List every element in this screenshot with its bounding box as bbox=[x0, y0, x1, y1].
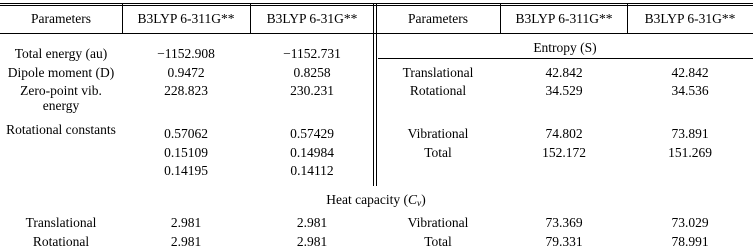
heat-translational-label: Translational bbox=[25, 215, 97, 230]
heat-total-label: Total bbox=[424, 234, 452, 249]
row-rotational-c-v1: 0.14195 bbox=[164, 163, 208, 178]
heat-total-v1: 79.331 bbox=[545, 234, 583, 249]
header-b3lyp-6-311g-left: B3LYP 6-311G** bbox=[137, 11, 235, 26]
col-divider-1 bbox=[122, 3, 123, 34]
entropy-total-v1: 152.172 bbox=[542, 145, 586, 160]
middle-double-rule-b bbox=[376, 3, 377, 186]
entropy-section-label: Entropy (S) bbox=[533, 40, 597, 55]
row-zero-point-v1: 228.823 bbox=[164, 83, 208, 98]
entropy-translational-label: Translational bbox=[402, 65, 474, 80]
entropy-rotational-label: Rotational bbox=[409, 83, 467, 98]
header-parameters-right: Parameters bbox=[408, 11, 468, 26]
header-parameters-left: Parameters bbox=[31, 11, 91, 26]
heat-vibrational-v1: 73.369 bbox=[545, 215, 583, 230]
row-total-energy-v1: −1152.908 bbox=[157, 46, 215, 61]
heat-capacity-label-prefix: Heat capacity ( bbox=[326, 192, 408, 207]
col-divider-4 bbox=[627, 3, 628, 34]
heat-vibrational-v2: 73.029 bbox=[671, 215, 709, 230]
header-b3lyp-6-311g-right: B3LYP 6-311G** bbox=[515, 11, 613, 26]
row-zero-point-v2: 230.231 bbox=[290, 83, 334, 98]
heat-translational-v2: 2.981 bbox=[296, 215, 328, 230]
row-zero-point-label: Zero-point vib. energy bbox=[20, 83, 102, 113]
heat-rotational-v2: 2.981 bbox=[296, 234, 328, 249]
row-dipole-v1: 0.9472 bbox=[167, 65, 205, 80]
entropy-vibrational-label: Vibrational bbox=[407, 126, 469, 141]
row-total-energy-label: Total energy (au) bbox=[14, 46, 108, 61]
row-rotational-b-v2: 0.14984 bbox=[290, 145, 334, 160]
entropy-translational-v2: 42.842 bbox=[671, 65, 709, 80]
entropy-label-rule bbox=[378, 58, 753, 59]
row-rotational-constants-v2: 0.57429 bbox=[290, 126, 334, 141]
heat-capacity-section-label bbox=[326, 192, 425, 212]
entropy-rotational-v1: 34.529 bbox=[545, 83, 583, 98]
heat-capacity-symbol: C bbox=[407, 192, 417, 207]
row-rotational-b-v1: 0.15109 bbox=[164, 145, 208, 160]
row-dipole-label: Dipole moment (D) bbox=[7, 65, 115, 80]
heat-vibrational-label: Vibrational bbox=[407, 215, 469, 230]
row-dipole-v2: 0.8258 bbox=[293, 65, 331, 80]
heat-translational-v1: 2.981 bbox=[170, 215, 202, 230]
entropy-total-v2: 151.269 bbox=[668, 145, 712, 160]
header-b3lyp-6-31g-left: B3LYP 6-31G** bbox=[266, 11, 358, 26]
row-total-energy-v2: −1152.731 bbox=[283, 46, 341, 61]
entropy-translational-v1: 42.842 bbox=[545, 65, 583, 80]
header-b3lyp-6-31g-right: B3LYP 6-31G** bbox=[644, 11, 736, 26]
entropy-vibrational-v2: 73.891 bbox=[671, 126, 709, 141]
row-rotational-c-v2: 0.14112 bbox=[290, 163, 334, 178]
row-rotational-constants-v1: 0.57062 bbox=[164, 126, 208, 141]
middle-double-rule-a bbox=[373, 3, 374, 186]
entropy-rotational-v2: 34.536 bbox=[671, 83, 709, 98]
heat-capacity-subscript: v bbox=[417, 199, 422, 209]
entropy-vibrational-v1: 74.802 bbox=[545, 126, 583, 141]
entropy-total-label: Total bbox=[424, 145, 452, 160]
heat-rotational-label: Rotational bbox=[32, 234, 90, 249]
col-divider-3 bbox=[500, 3, 501, 34]
row-rotational-constants-label: Rotational constants bbox=[6, 122, 116, 137]
col-divider-2 bbox=[250, 3, 251, 34]
heat-capacity-label-suffix: ) bbox=[421, 192, 426, 207]
heat-rotational-v1: 2.981 bbox=[170, 234, 202, 249]
heat-total-v2: 78.991 bbox=[671, 234, 709, 249]
